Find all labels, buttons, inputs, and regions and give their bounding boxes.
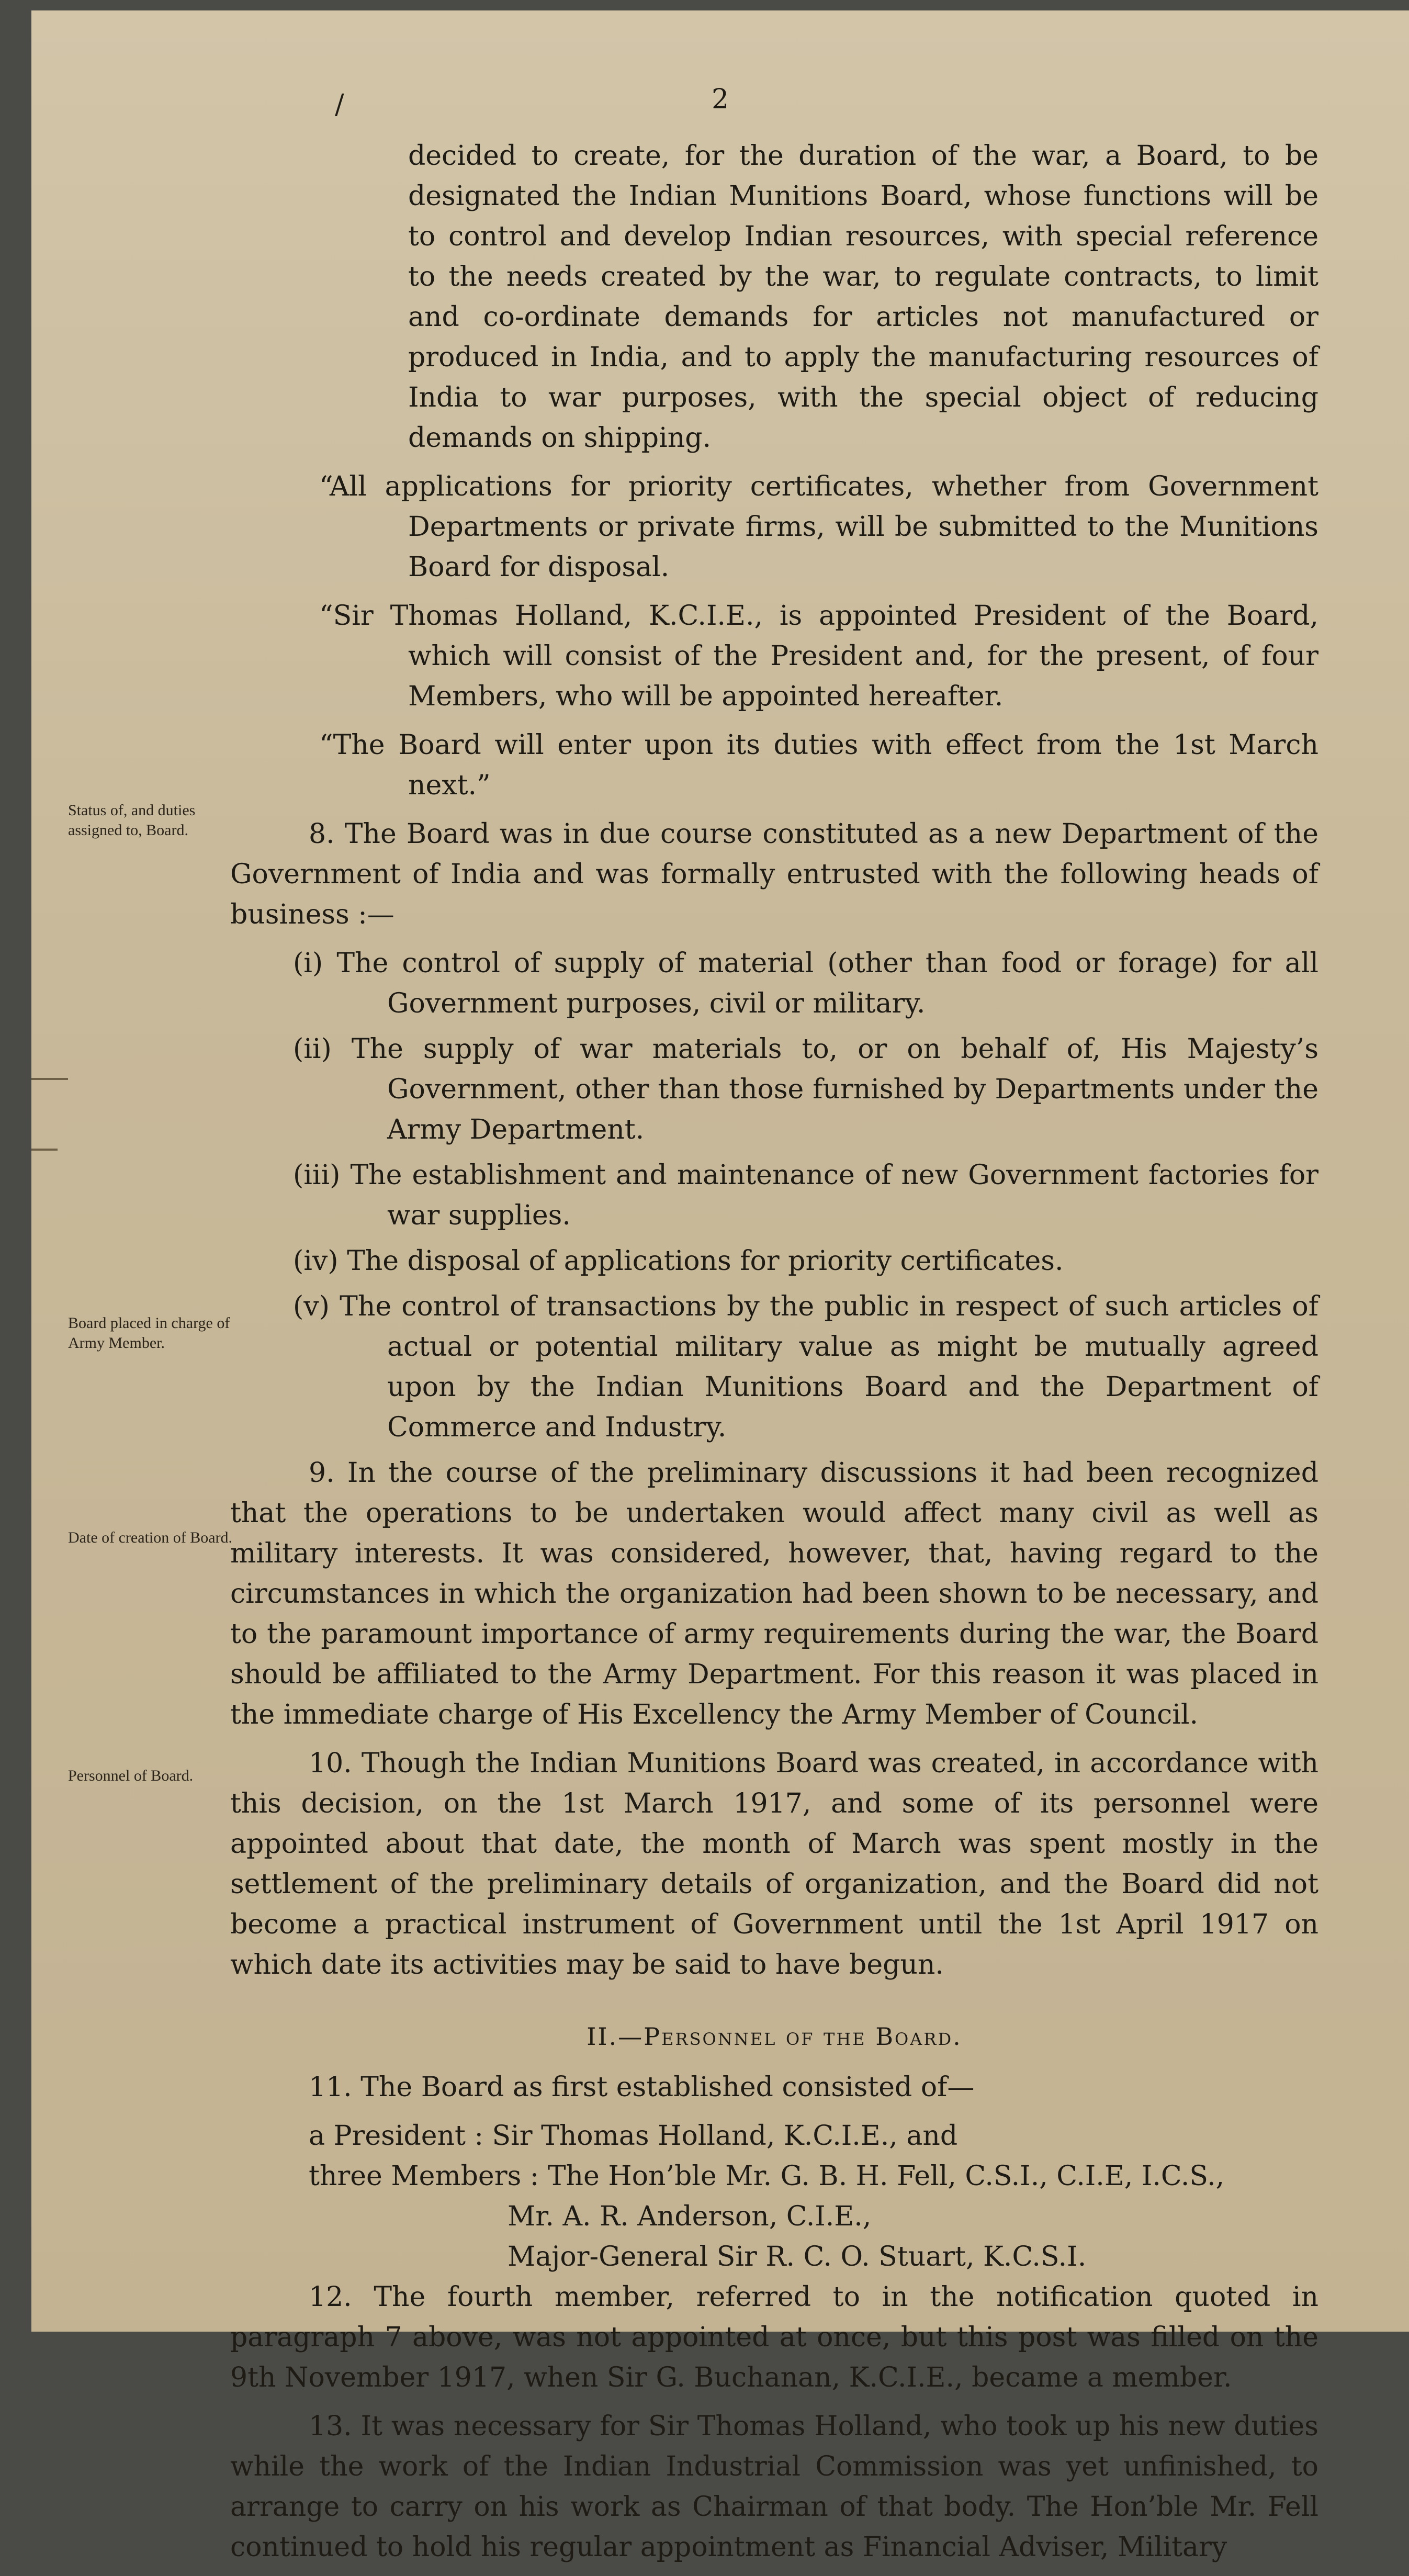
section-heading: II.—Personnel of the Board. — [587, 2022, 962, 2051]
paragraph-12: 12. The fourth member, referred to in the notification quoted in paragraph 7 above, was not appointed at once, but this post was filled on the 9th November 1917, when Sir G. Buchanan, K.C.I.E., became a member. — [230, 2281, 1318, 2393]
quote-holland: “Sir Thomas Holland, K.C.I.E., is appointed President of the Board, which will consist of the President and, for the present, of four Members, who will be appointed hereafter. — [319, 600, 1318, 712]
list-item-number: (iii) — [293, 1160, 341, 1191]
list-item-text: The establishment and maintenance of new Government factories for war supplies. — [350, 1160, 1319, 1231]
list-item-text: The supply of war materials to, or on behalf of, His Majesty’s Government, other than those furnished by Departments under the Army Department. — [351, 1033, 1319, 1145]
president-line: a President : Sir Thomas Holland, K.C.I.E., and — [309, 2120, 958, 2152]
board-members — [230, 2116, 1318, 2277]
list-item-number: (i) — [293, 948, 323, 979]
paragraph-9: 9. In the course of the preliminary discussions it had been recognized that the operations to be undertaken would affect many civil as well as military interests. It was considered, however, that, having regard to the circumstances in which the organization had been shown to be necessary, and to the paramount importance of army requirements during the war, the Board should be affiliated to the Army Department. For this reason it was placed in the immediate charge of His Excellency the Army Member of Council. — [230, 1457, 1318, 1730]
member-stuart: Major-General Sir R. C. O. Stuart, K.C.S.I. — [508, 2241, 1087, 2273]
list-item-text: The control of transactions by the public in respect of such articles of actual or potential military value as might be mutually agreed upon by the Indian Munitions Board and the Department of Commerce and Industry. — [340, 1291, 1318, 1443]
list-item-text: The control of supply of material (other than food or forage) for all Government purposes, civil or military. — [336, 948, 1319, 1019]
list-item-number: (v) — [293, 1291, 330, 1322]
list-item — [230, 1155, 1318, 1236]
list-item — [230, 943, 1318, 1024]
list-item-text: The disposal of applications for priority certificates. — [347, 1245, 1064, 1277]
margin-note-date-of-creation: Date of creation of Board. — [68, 1529, 233, 1546]
document-page — [31, 10, 1409, 2563]
margin-note-army-member: Board placed in charge of Army Member. — [68, 1314, 230, 1352]
list-item — [230, 1029, 1318, 1150]
list-item — [230, 1287, 1318, 1448]
member-anderson: Mr. A. R. Anderson, C.I.E., — [508, 2201, 872, 2232]
margin-note-status: Status of, and duties assigned to, Board. — [68, 802, 196, 839]
quote-applications: “All applications for priority certificates, whether from Government Departments or private firms, will be submitted to the Munitions Board for disposal. — [319, 471, 1318, 583]
paragraph-7-continued: decided to create, for the duration of the war, a Board, to be designated the Indian Munitions Board, whose functions will be to control and develop Indian resources, with special reference to the needs created by the war, to regulate contracts, to limit and co-ordinate demands for articles not manufactured or produced in India, and to apply the manufacturing resources of India to war purposes, with the special object of reducing demands on shipping. — [408, 140, 1318, 454]
quote-board-duties: “The Board will enter upon its duties with effect from the 1st March next.” — [319, 729, 1318, 801]
document-body — [230, 136, 1318, 2576]
list-item-number: (iv) — [293, 1245, 339, 1277]
paragraph-11: 11. The Board as first established consisted of— — [309, 2072, 975, 2103]
list-item-number: (ii) — [293, 1033, 332, 1065]
paragraph-10: 10. Though the Indian Munitions Board was created, in accordance with this decision, on the 1st March 1917, and some of its personnel were appointed about that date, the month of March was spent mostly in the settlement of the preliminary details of organization, and the Board did not become a practical instrument of Government until the 1st April 1917 on which date its activities may be said to have begun. — [230, 1748, 1318, 1981]
margin-note-personnel: Personnel of Board. — [68, 1767, 194, 1784]
list-item — [230, 1241, 1318, 1281]
margin-tab-mark — [31, 1149, 58, 1151]
paragraph-13: 13. It was necessary for Sir Thomas Holland, who took up his new duties while the work of the Indian Industrial Commission was yet unfinished, to arrange to carry on his work as Chairman of that body. The Hon’ble Mr. Fell continued to hold his regular appointment as Financial Adviser, Military — [230, 2411, 1318, 2563]
pencil-tick-mark: / — [335, 89, 344, 120]
margin-tab-mark — [31, 1078, 68, 1080]
paragraph-8: 8. The Board was in due course constituted as a new Department of the Government of India and was formally entrusted with the following heads of business :— — [230, 818, 1318, 930]
members-line: three Members : The Hon’ble Mr. G. B. H. Fell, C.S.I., C.I.E, I.C.S., — [309, 2161, 1225, 2192]
page-number: 2 — [711, 84, 729, 115]
